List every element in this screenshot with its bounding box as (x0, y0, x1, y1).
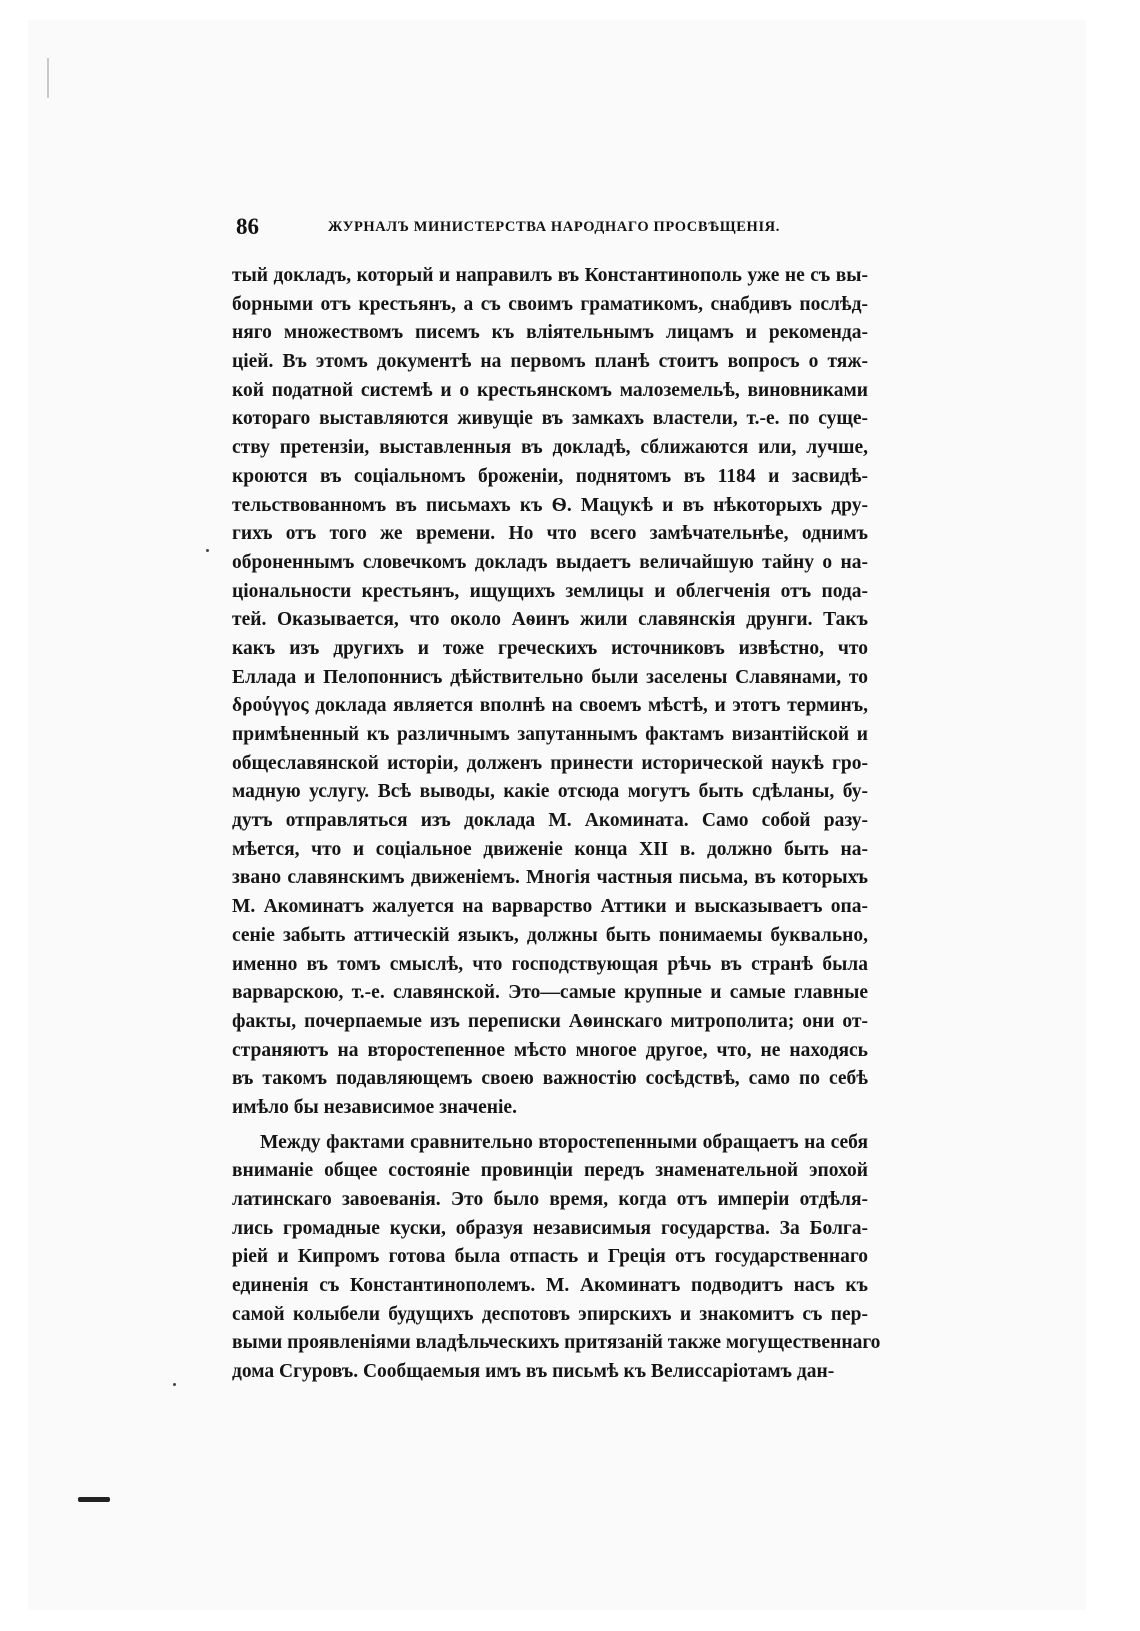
text-line: няго множествомъ писемъ къ вліятельнымъ лицамъ и рекоменда- (232, 322, 868, 344)
text-line: кроются въ соціальномъ броженіи, поднятомъ въ 1184 и засвидѣ- (232, 465, 868, 487)
text-line: борными отъ крестьянъ, а съ своимъ граматикомъ, снабдивъ послѣд- (232, 293, 868, 315)
text-line: ріей и Кипромъ готова была отпасть и Греція отъ государственнаго (232, 1246, 868, 1268)
text-line: варварскою, т.-е. славянской. Это—самые крупные и самые главные (232, 982, 868, 1004)
text-line: выми проявленіями владѣльческихъ притязаній также могущественнаго (232, 1332, 881, 1354)
text-line: общеславянской исторіи, долженъ принести исторической наукѣ гро- (232, 752, 868, 774)
text-line: гихъ отъ того же времени. Но что всего замѣчательнѣе, однимъ (232, 523, 868, 545)
page-number: 86 (236, 214, 259, 239)
paragraph (232, 1129, 881, 1387)
text-line: дутъ отправляться изъ доклада М. Акомината. Само собой разу- (232, 810, 868, 832)
text-line: оброненнымъ словечкомъ докладъ выдаетъ величайшую тайну о на- (232, 551, 868, 573)
scan-smudge (78, 1497, 110, 1502)
text-line: звано славянскимъ движеніемъ. Многія частныя письма, въ которыхъ (232, 867, 868, 889)
text-line: Еллада и Пелопоннисъ дѣйствительно были заселены Славянами, то (232, 666, 868, 688)
text-line: ціей. Въ этомъ документѣ на первомъ планѣ стоитъ вопросъ о тяж- (232, 351, 868, 373)
text-line: ству претензіи, выставленныя въ докладѣ, сближаются или, лучше, (232, 437, 868, 459)
text-line: факты, почерпаемые изъ переписки Аѳинскаго митрополита; они от- (232, 1010, 868, 1032)
text-line: единенія съ Константинополемъ. М. Акоминатъ подводитъ насъ къ (232, 1275, 868, 1297)
text-line: тельствованномъ въ письмахъ къ Ѳ. Мацукѣ и въ нѣкоторыхъ дру- (232, 494, 868, 516)
text-line: сеніе забыть аттическій языкъ, должны быть понимаемы буквально, (232, 924, 868, 946)
text-line: мадную услугу. Всѣ выводы, какіе отсюда могутъ быть сдѣланы, бу- (232, 781, 868, 803)
running-title: ЖУРНАЛЪ МИНИСТЕРСТВА НАРОДНАГО ПРОСВѢЩЕНІЯ. (328, 219, 780, 235)
text-line: латинскаго завоеванія. Это было время, когда отъ имперіи отдѣля- (232, 1189, 868, 1210)
text-line: дома Сгуровъ. Сообщаемыя имъ въ письмѣ къ Велиссаріотамъ дан- (232, 1361, 835, 1383)
scan-dot (206, 549, 209, 552)
text-line: тей. Оказывается, что около Аѳинъ жили славянскія друнги. Такъ (232, 609, 868, 631)
paragraph (232, 262, 868, 1123)
body-text (232, 262, 881, 1387)
text-line: ціональности крестьянъ, ищущихъ землицы и облегченія отъ пода- (232, 580, 868, 602)
text-line: имѣло бы независимое значеніе. (232, 1096, 517, 1118)
text-line: δρούγγος доклада является вполнѣ на своемъ мѣстѣ, и этотъ терминъ, (232, 695, 868, 717)
text-line: страняютъ на второстепенное мѣсто многое другое, что, не находясь (232, 1039, 868, 1061)
text-line: въ такомъ подавляющемъ своею важностію сосѣдствѣ, само по себѣ (232, 1068, 868, 1090)
text-line: примѣненный къ различнымъ запутаннымъ фактамъ византійской и (232, 724, 868, 745)
text-line: котораго выставляются живущіе въ замкахъ властели, т.-е. по суще- (232, 408, 868, 430)
text-line: тый докладъ, который и направилъ въ Константинополь уже не съ вы- (232, 265, 868, 286)
text-line: Между фактами сравнительно второстепенными обращаетъ на себя (260, 1131, 868, 1153)
text-line: какъ изъ другихъ и тоже греческихъ источниковъ извѣстно, что (232, 637, 868, 659)
text-line: самой колыбели будущихъ деспотовъ эпирскихъ и знакомитъ съ пер- (232, 1303, 868, 1325)
text-line: вниманіе общее состояніе провинціи передъ знаменательной эпохой (232, 1160, 868, 1182)
text-line: мѣется, что и соціальное движеніе конца XII в. должно быть на- (232, 838, 868, 860)
text-line: М. Акоминатъ жалуется на варварство Аттики и высказываетъ опа- (232, 896, 868, 918)
scan-dot (173, 1383, 176, 1386)
scan-edge-mark (47, 58, 49, 98)
text-line: кой податной системѣ и о крестьянскомъ малоземельѣ, виновниками (232, 379, 868, 401)
text-line: именно въ томъ смыслѣ, что господствующая рѣчь въ странѣ была (232, 953, 868, 975)
text-line: лись громадные куски, образуя независимыя государства. За Болга- (232, 1217, 868, 1239)
page-header (236, 214, 862, 250)
